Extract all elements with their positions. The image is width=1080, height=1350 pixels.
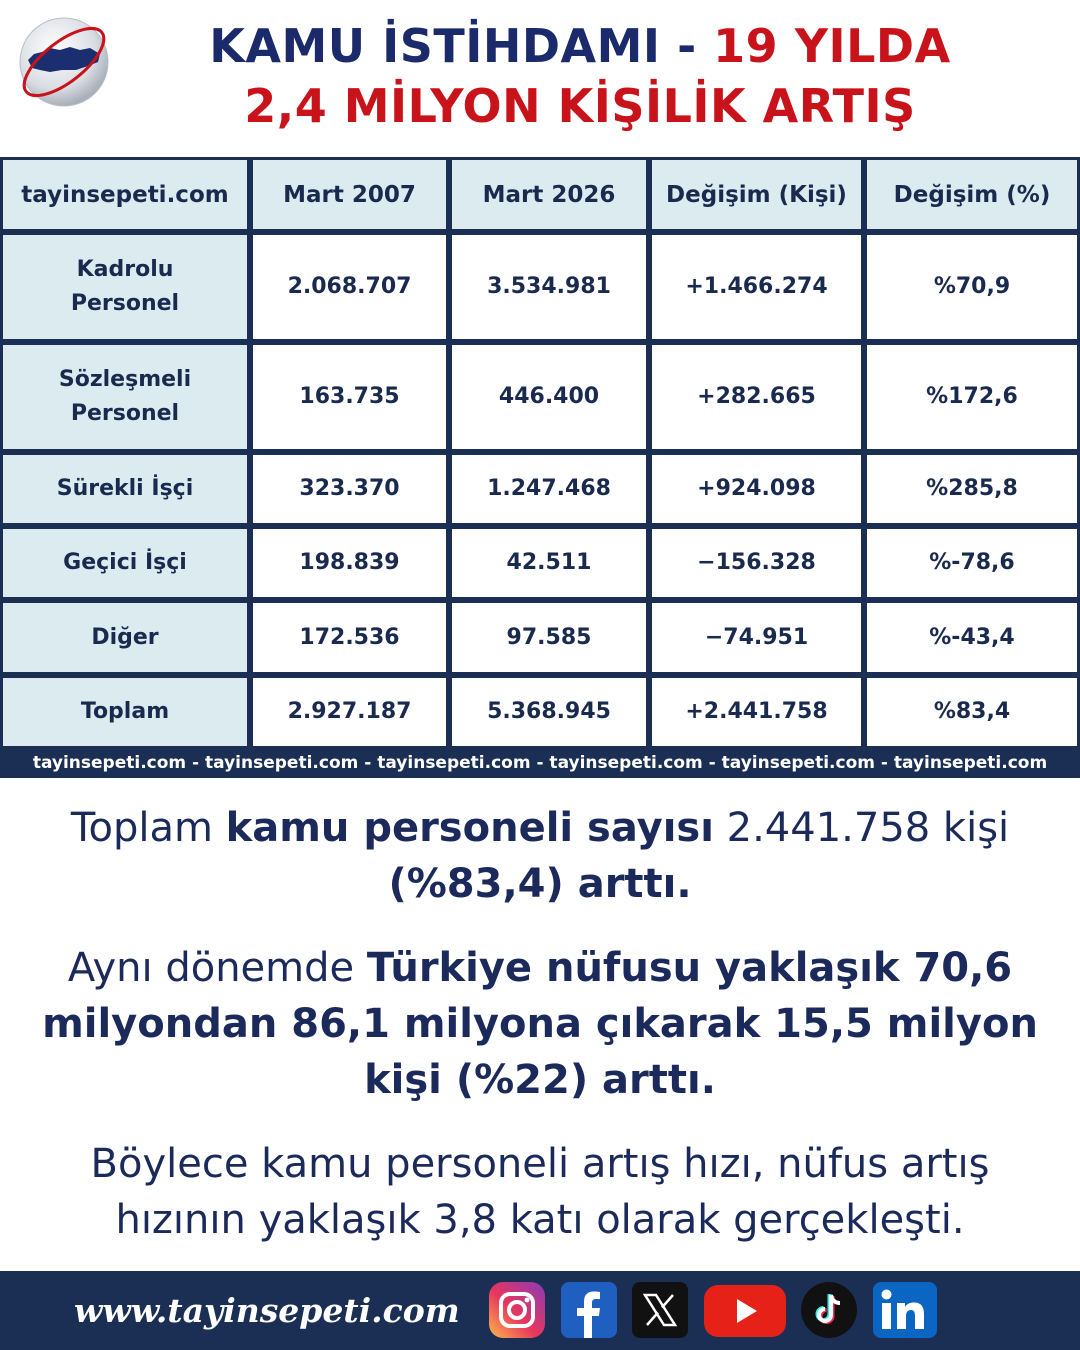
summary-paragraph-3: Böylece kamu personeli artış hızı, nüfus artış hızının yaklaşık 3,8 katı olarak gerçekleşti. [90, 1141, 990, 1243]
table-cell-change: +924.098 [649, 452, 864, 526]
table-cell-pct: %83,4 [864, 675, 1080, 749]
table-cell-change: +1.466.274 [649, 232, 864, 342]
row-label: Kadrolu Personel [0, 232, 250, 342]
watermark-ticker: tayinsepeti.com - tayinsepeti.com - tayinsepeti.com - tayinsepeti.com - tayinsepeti.com - tayinsepeti.com [0, 749, 1080, 778]
x-twitter-icon[interactable] [631, 1281, 689, 1339]
row-label: Diğer [0, 600, 250, 675]
header [0, 0, 1080, 158]
row-label: Geçici İşçi [0, 526, 250, 600]
table-cell-change: −156.328 [649, 526, 864, 600]
data-table [0, 157, 1080, 749]
p1-text-a: Toplam [70, 805, 226, 851]
row-label: Sözleşmeli Personel [0, 342, 250, 452]
table-cell-change: +2.441.758 [649, 675, 864, 749]
table-cell-pct: %70,9 [864, 232, 1080, 342]
header-mart-2007: Mart 2007 [250, 157, 449, 232]
p2-text-a: Aynı dönemde [67, 945, 367, 991]
instagram-icon[interactable] [488, 1281, 546, 1339]
row-label: Sürekli İşçi [0, 452, 250, 526]
table-cell-v2026: 97.585 [449, 600, 649, 675]
table-cell-v2026: 3.534.981 [449, 232, 649, 342]
table-cell-v2026: 1.247.468 [449, 452, 649, 526]
table-cell-pct: %-43,4 [864, 600, 1080, 675]
header-change-pct: Değişim (%) [864, 157, 1080, 232]
p1-text-c: 2.441.758 kişi [713, 805, 1010, 851]
footer [0, 1271, 1080, 1350]
table-cell-v2026: 5.368.945 [449, 675, 649, 749]
p1-text-b: kamu personeli sayısı [225, 805, 714, 851]
title-line-2: 2,4 MİLYON KİŞİLİK ARTIŞ [244, 79, 916, 133]
youtube-icon[interactable] [703, 1281, 787, 1339]
table-cell-v2026: 42.511 [449, 526, 649, 600]
turkey-globe-logo [14, 10, 114, 110]
table-cell-v2007: 2.068.707 [250, 232, 449, 342]
table-cell-change: −74.951 [649, 600, 864, 675]
header-site: tayinsepeti.com [0, 157, 250, 232]
table-cell-v2007: 323.370 [250, 452, 449, 526]
linkedin-icon[interactable] [872, 1281, 938, 1339]
table-cell-v2007: 172.536 [250, 600, 449, 675]
table-cell-v2007: 2.927.187 [250, 675, 449, 749]
row-label: Toplam [0, 675, 250, 749]
header-mart-2026: Mart 2026 [449, 157, 649, 232]
p1-text-d: (%83,4) arttı. [388, 861, 692, 907]
p2-text-b: Türkiye nüfusu yaklaşık 70,6 milyondan 86,1 milyona çıkarak 15,5 milyon kişi (%22) arttı. [42, 945, 1038, 1103]
page-title [120, 16, 1040, 136]
website-link[interactable]: www.tayinsepeti.com [74, 1291, 460, 1330]
tiktok-icon[interactable] [800, 1281, 858, 1339]
title-part-2: 19 YILDA [713, 19, 951, 73]
table-cell-v2007: 198.839 [250, 526, 449, 600]
table-cell-pct: %172,6 [864, 342, 1080, 452]
table-cell-pct: %285,8 [864, 452, 1080, 526]
table-cell-pct: %-78,6 [864, 526, 1080, 600]
header-change-count: Değişim (Kişi) [649, 157, 864, 232]
title-part-1: KAMU İSTİHDAMI - [209, 19, 714, 73]
table-cell-change: +282.665 [649, 342, 864, 452]
facebook-icon[interactable] [560, 1281, 618, 1339]
table-cell-v2026: 446.400 [449, 342, 649, 452]
table-cell-v2007: 163.735 [250, 342, 449, 452]
summary-paragraph-1 [20, 800, 1060, 912]
summary-paragraph-2 [20, 940, 1060, 1108]
